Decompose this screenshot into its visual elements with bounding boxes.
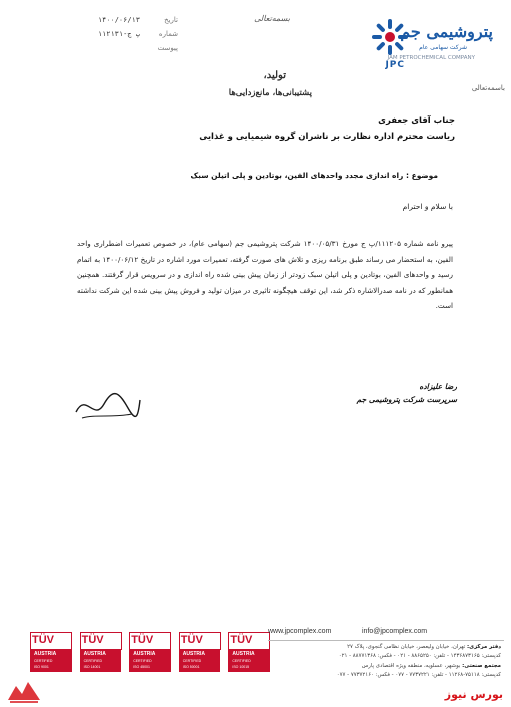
website-link[interactable]: www.jpcomplex.com: [268, 628, 332, 635]
company-sub-fa: شرکت سهامی عام: [419, 44, 467, 51]
tuv-badge: [179, 632, 221, 672]
complex-address-line: [261, 662, 501, 671]
recipient-name: جناب آقای جعفری: [378, 116, 455, 126]
number-row: [58, 30, 178, 44]
date-value: ۱۴۰۰/۰۶/۱۳: [97, 16, 140, 24]
tuv-iso: ISO 14001: [83, 665, 101, 669]
tuv-country: AUSTRIA: [133, 651, 156, 657]
letter-meta: [58, 16, 178, 58]
complex-contact-line: کدپستی: ۷۵۱۱۸-۱۱۲۶۸ - تلفن: ۷۷۳۷۲۲۱ - ۰۷۷ - فکس: ۷۷۳۷۲۱۶۰ - ۰۷۷: [336, 672, 501, 678]
tuv-cert: CERTIFIED: [182, 659, 202, 663]
tuv-word: TÜV: [32, 634, 54, 646]
tuv-cert: CERTIFIED: [83, 659, 103, 663]
signer-name: رضا علیزاده: [419, 382, 457, 391]
stamp-line2: پشتیبانی‌ها، مانع‌زدایی‌ها: [228, 88, 312, 98]
tuv-cert: CERTIFIED: [34, 659, 53, 663]
signer-title: سرپرست شرکت پتروشیمی جم: [356, 395, 457, 404]
tuv-word: TÜV: [180, 634, 203, 646]
tuv-word: TÜV: [230, 634, 253, 646]
tuv-iso: ISO 50001: [182, 665, 200, 669]
company-name-fa: پتروشیمی جم: [400, 22, 493, 41]
corner-mark: باسمه‌تعالی: [471, 84, 505, 92]
stamp-top: بسمه‌تعالی: [254, 14, 290, 23]
recipient-title: ریاست محترم اداره نظارت بر ناشران گروه شیمیایی و غذایی: [199, 132, 455, 142]
corner-logo-icon: [6, 678, 42, 704]
certification-badges: [30, 632, 270, 672]
stamp-line1: تولید،: [263, 70, 286, 81]
tuv-badge: [80, 632, 122, 672]
date-row: [58, 16, 178, 30]
letter-greeting: با سلام و احترام: [402, 202, 453, 211]
tuv-iso: ISO 10015: [232, 665, 250, 669]
tuv-country: AUSTRIA: [182, 651, 206, 657]
tuv-word: TÜV: [81, 634, 104, 646]
hq-address-line: [261, 643, 501, 652]
tuv-country: AUSTRIA: [83, 651, 106, 657]
attachment-row: [58, 44, 178, 58]
tuv-iso: ISO 9001: [34, 665, 49, 669]
complex-address: بوشهر، عسلویه، منطقه ویژه اقتصادی پارس: [361, 663, 461, 669]
tuv-iso: ISO 45001: [133, 665, 150, 669]
logo-abbr: JPC: [385, 60, 405, 70]
hq-contact-line: کدپستی: ۱۴۳۶۸۷۳۱۶۵ - تلفن: ۸۸۶۵۲۵۰ - ۰۲۱ - فکس: ۸۸۷۷۱۳۶۸ - ۰۲۱: [338, 653, 501, 659]
attachment-label: پیوست: [157, 44, 178, 52]
tuv-badge: [129, 632, 171, 672]
recipient-block: [55, 113, 455, 145]
footer-divider: [268, 640, 504, 641]
date-label: تاریخ: [164, 16, 178, 24]
tuv-country: AUSTRIA: [232, 651, 255, 657]
brand-watermark: بورس نیوز: [444, 688, 503, 701]
signature-scribble-icon: [72, 388, 142, 424]
tuv-cert: CERTIFIED: [232, 659, 251, 663]
tuv-country: AUSTRIA: [34, 651, 57, 657]
complex-label: مجتمع صنعتی:: [462, 663, 501, 669]
company-name-en: JAM PETROCHEMICAL COMPANY: [387, 55, 475, 61]
tuv-badge: [30, 632, 72, 672]
email-link[interactable]: info@jpcomplex.com: [362, 628, 428, 635]
letter-body: پیرو نامه شماره ۱۱۱۲۰۵/پ ج مورخ ۱۴۰۰/۰۵/۳۱ شرکت پتروشیمی جم (سهامی عام)، در خصوص تعمیرات اضطراری واحد الفین، به استحضار می رساند طبق برنامه ریزی و تلاش های صورت گرفته، تعمیرات مورد اشاره در تاریخ ۱۴۰۰/۰۶/۱۲ به اتمام رسید و واحدهای الفین، بوتادین و پلی اتیلن سبک زودتر از زمان پیش بینی شده راه اندازی و در سرویس قرار گرفتند. همچنین همانطور که در نامه صدرالاشاره ذکر شد، این توقف هیچگونه تاثیری در میزان تولید و فروش پیش بینی شده این شرکت نداشته است.: [77, 239, 453, 311]
number-value: ۱۱۲۱۳۱-پ ج: [97, 30, 140, 38]
header-stamp: [228, 10, 312, 110]
tuv-cert: CERTIFIED: [133, 659, 152, 663]
letter-subject: موضوع : راه اندازی مجدد واحدهای الفین، بوتادین و پلی اتیلن سبک: [190, 171, 438, 180]
company-logo: [371, 8, 501, 78]
number-label: شماره: [158, 30, 178, 38]
hq-label: دفتر مرکزی:: [466, 644, 501, 650]
tuv-word: TÜV: [131, 634, 154, 646]
hq-address: تهران، خیابان ولیعصر، خیابان نظامی گنجوی، پلاک ۲۷: [347, 644, 466, 650]
